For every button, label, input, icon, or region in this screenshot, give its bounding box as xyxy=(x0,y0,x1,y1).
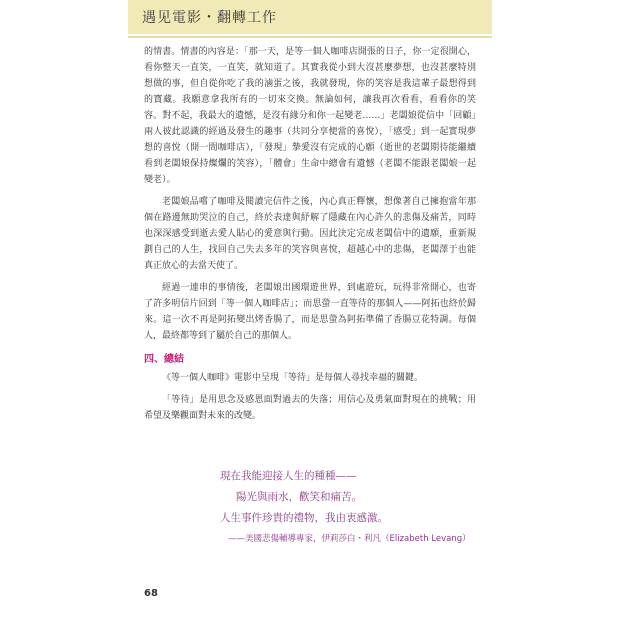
section-heading: 四、總結 xyxy=(144,354,184,365)
quote-block xyxy=(220,466,471,550)
summary-paragraph-2: 「等待」是用思念及感恩面對過去的失落；用信心及勇氣面對現在的挑戰；用希望及樂觀面對未來的改變。 xyxy=(144,395,476,421)
body-paragraph-1: 的情書。情書的內容是：「那一天，是等一個人咖啡店開張的日子，你一定很開心，看你整天一直笑，一直笑，就知道了。其實我從小到大沒甚麼夢想，也沒甚麼特別想做的事，但自從你吃了我的滷蛋之後，我就發現，你的笑容是我這輩子最想得到的寶藏。我願意拿我所有的一切來交換。無論如何，讓我再次看看，看看你的笑容。對不起，我最大的遺憾，是沒有緣分和你一起變老……」老闆娘從信中「回顧」兩人彼此認識的經過及發生的趣事（共同分享便當的喜悅），「感受」到一起實現夢想的喜悅（開一間咖啡店），「發現」摯愛沒有完成的心願（逝世的老闆期待能繼續看到老闆娘保持燦爛的笑容），「體會」生命中總會有遺憾（老闆不能跟老闆娘一起變老）。 xyxy=(144,47,476,185)
quote-line-2: 陽光與雨水，歡笑和痛苦。 xyxy=(236,491,362,503)
quote-line-1: 現在我能迎接人生的種種—— xyxy=(220,470,357,482)
quote-source: ——美國悲傷輔導專家，伊莉莎白・利凡（Elizabeth Levang） xyxy=(228,534,471,544)
summary-paragraph-1: 《等一個人咖啡》電影中呈現「等待」是每個人尋找幸福的關鍵。 xyxy=(162,373,424,383)
page-number: 68 xyxy=(144,588,158,599)
header-divider xyxy=(128,36,492,38)
body-paragraph-2: 老闆娘品嚐了咖啡及閱讀完信件之後，內心真正釋懷，想像著自己擁抱當年那個在路邊無助哭泣的自己，終於表達與紓解了隱藏在內心許久的悲傷及痛苦，同時也深深感受到逝去愛人貼心的愛意與行動。因此決定完成老闆信中的遺願，重新規劃自己的人生，找回自己失去多年的笑容與喜悅，超越心中的悲傷，老闆澤于也能真正放心的去當天使了。 xyxy=(144,197,476,271)
main-content xyxy=(144,44,476,424)
header-band xyxy=(128,0,492,34)
quote-line-3: 人生事件珍貴的禮物，我由衷感激。 xyxy=(220,512,388,524)
body-paragraph-3: 經過一連串的事情後，老闆娘出國環遊世界，到處遊玩，玩得非常開心，也寄了許多明信片回到「等一個人咖啡店」；而思螢一直等待的那個人——阿拓也終於歸來。這一次不再是阿拓變出烤香腸了，而是思螢為阿拓準備了香腸豆花特調。每個人，最終都等到了屬於自己的那個人。 xyxy=(144,283,476,341)
header-title: 遇见電影・翻轉工作 xyxy=(142,10,277,26)
book-page xyxy=(128,0,492,620)
